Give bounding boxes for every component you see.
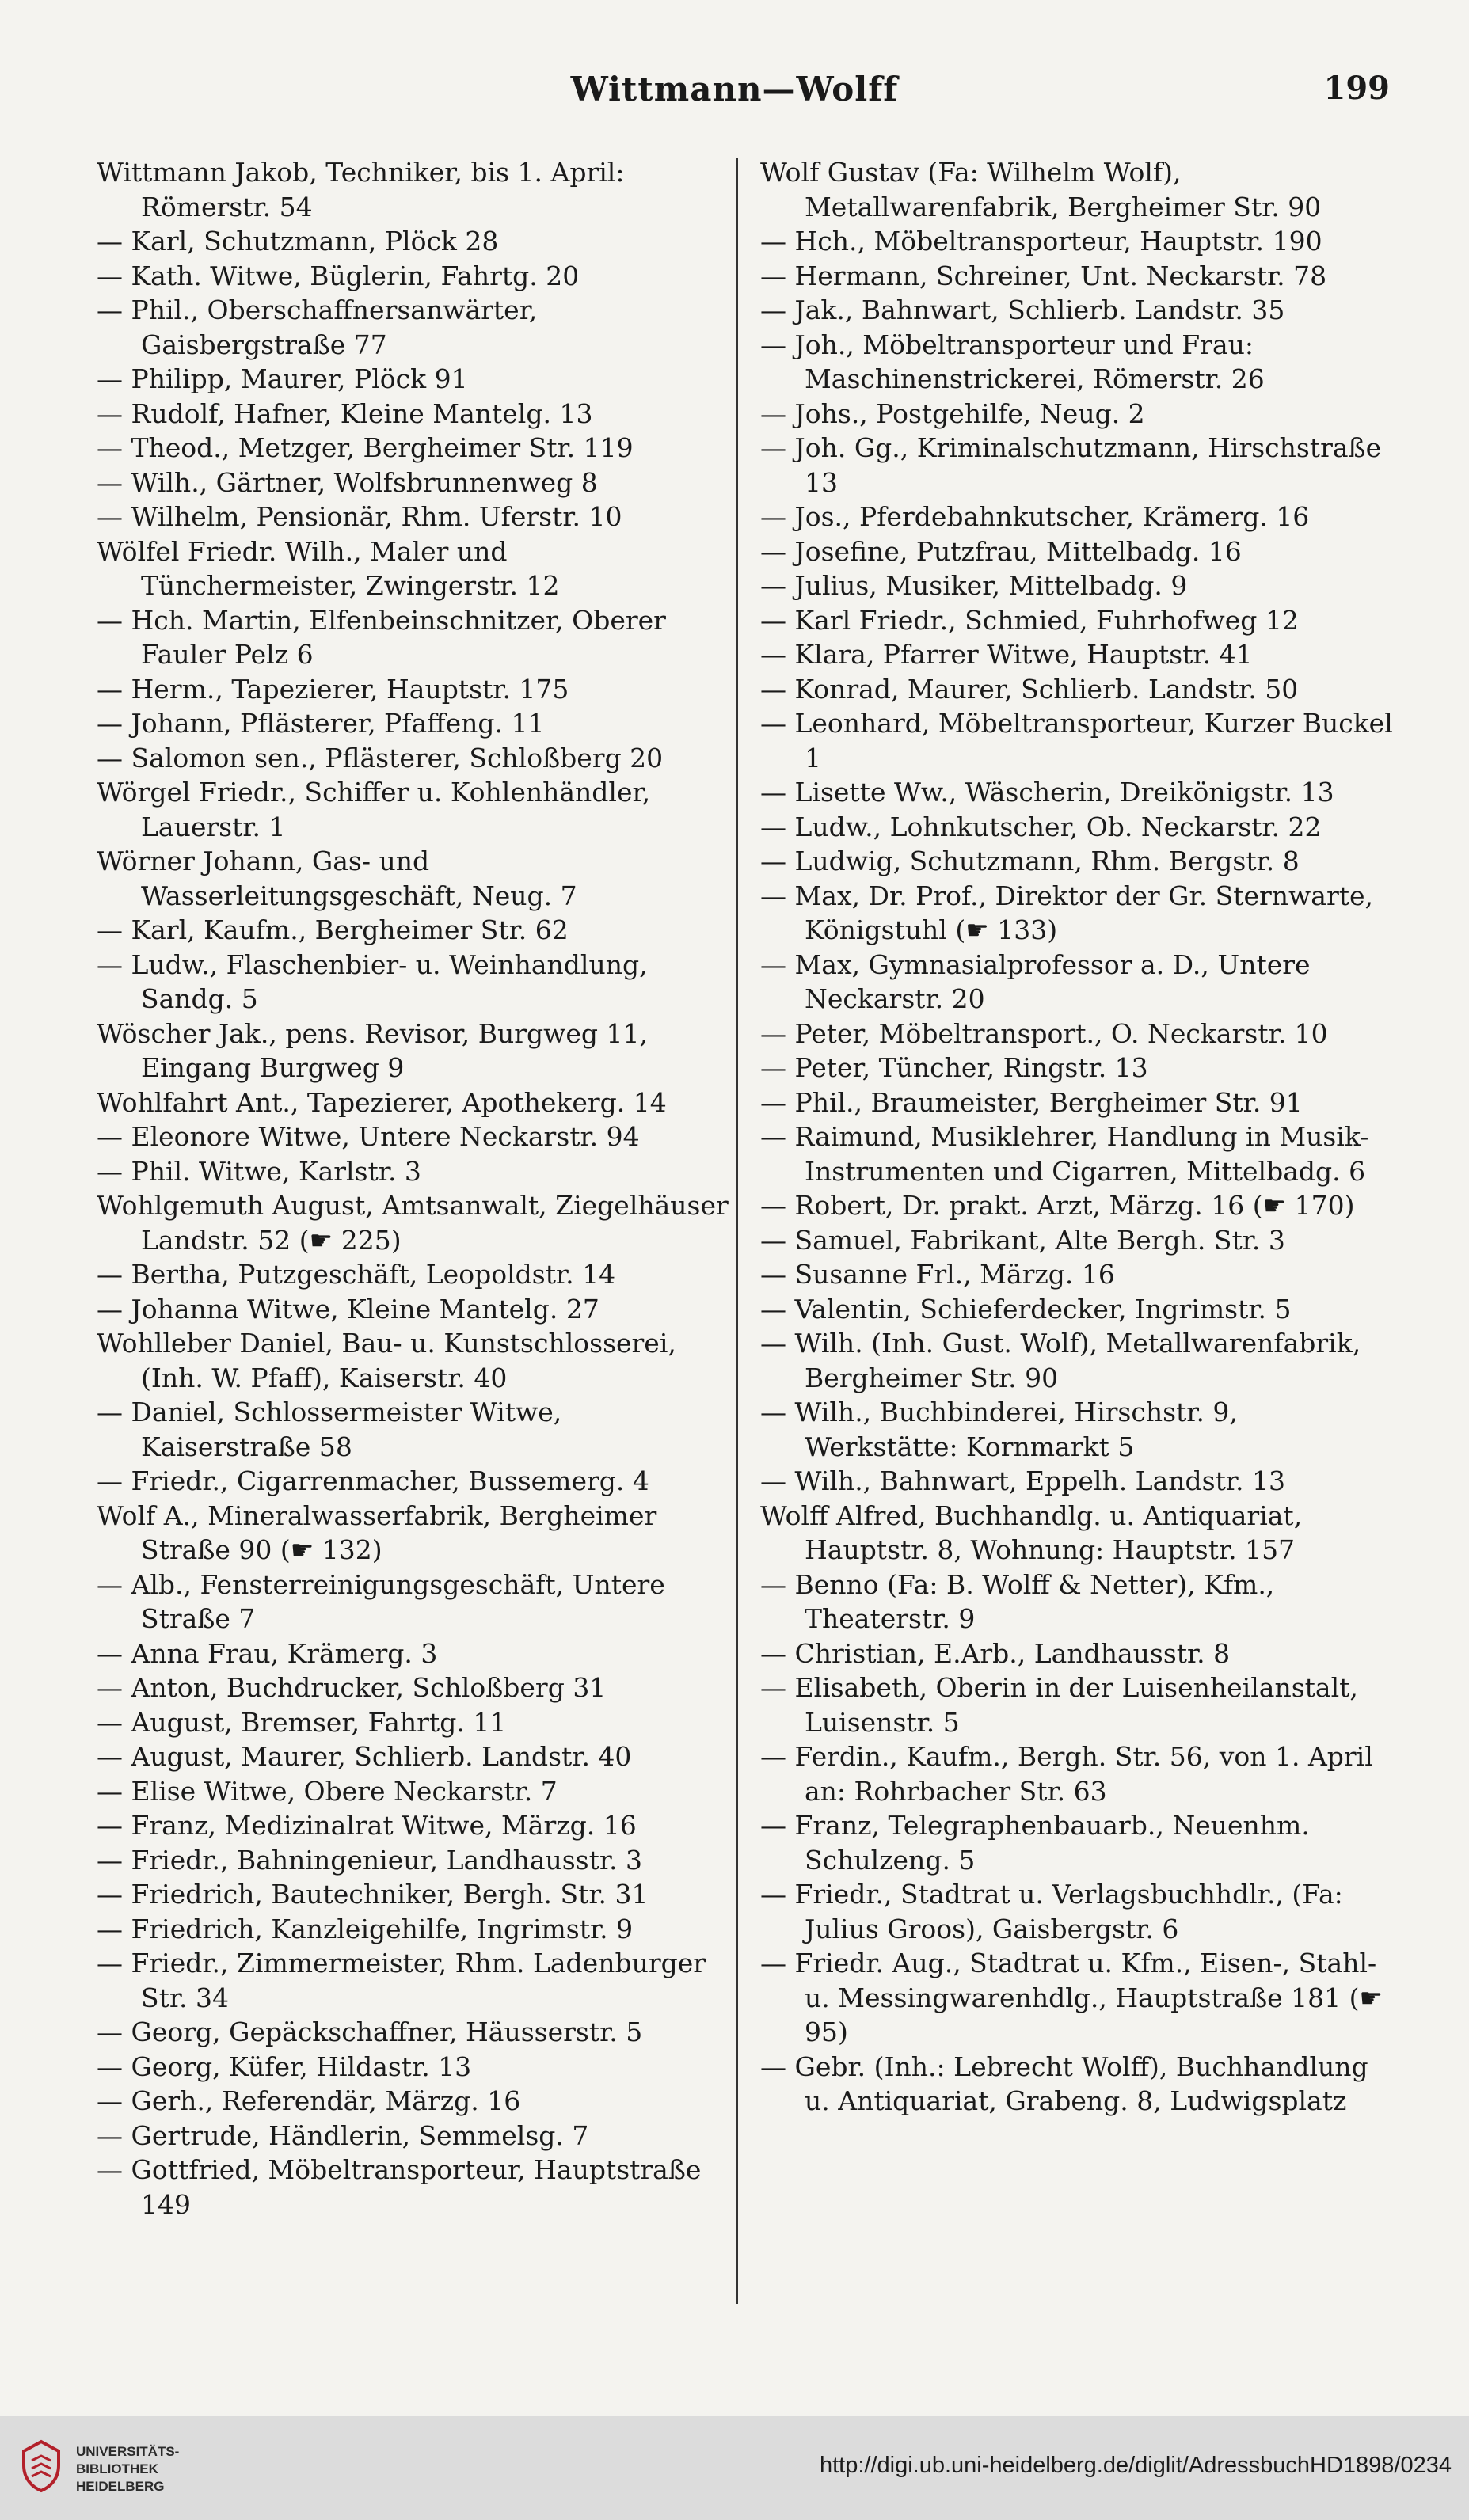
directory-entry: — Gertrude, Händlerin, Semmelsg. 7: [97, 2119, 589, 2151]
directory-entry: — Phil. Witwe, Karlstr. 3: [97, 1155, 421, 1187]
directory-entry: — Elise Witwe, Obere Neckarstr. 7: [97, 1775, 558, 1807]
directory-entry: — Karl, Kaufm., Bergheimer Str. 62: [97, 914, 569, 945]
directory-entry: — Georg, Küfer, Hildastr. 13: [97, 2051, 472, 2082]
right-column: [760, 155, 1394, 2119]
library-logo-icon: [17, 2438, 65, 2494]
directory-entry: — Hch., Möbeltransporteur, Hauptstr. 190: [760, 226, 1322, 257]
page-number: 199: [1323, 70, 1390, 107]
directory-entry: — Theod., Metzger, Bergheimer Str. 119: [97, 432, 634, 463]
directory-entry: — Ludw., Lohnkutscher, Ob. Neckarstr. 22: [760, 811, 1322, 842]
directory-entry: — Philipp, Maurer, Plöck 91: [97, 363, 468, 394]
directory-entry: — Alb., Fensterreinigungsgeschäft, Untere Straße 7: [97, 1568, 665, 1634]
directory-entry: — Josefine, Putzfrau, Mittelbadg. 16: [760, 535, 1242, 567]
directory-entry: — Konrad, Maurer, Schlierb. Landstr. 50: [760, 673, 1299, 705]
source-url-link[interactable]: http://digi.ub.uni-heidelberg.de/diglit/AdressbuchHD1898/0234: [819, 2453, 1452, 2478]
directory-entry: — Peter, Möbeltransport., O. Neckarstr. 10: [760, 1017, 1328, 1049]
directory-entry: — Samuel, Fabrikant, Alte Bergh. Str. 3: [760, 1224, 1285, 1256]
library-name: [76, 2443, 179, 2495]
directory-entry: — Lisette Ww., Wäscherin, Dreikönigstr. 13: [760, 777, 1334, 808]
directory-entry: — Ferdin., Kaufm., Bergh. Str. 56, von 1. April an: Rohrbacher Str. 63: [760, 1741, 1373, 1807]
directory-entry: Wolf Gustav (Fa: Wilhelm Wolf), Metallwarenfabrik, Bergheimer Str. 90: [760, 157, 1322, 222]
directory-entry: — Daniel, Schlossermeister Witwe, Kaiserstraße 58: [97, 1397, 562, 1462]
directory-entry: — Friedr., Cigarrenmacher, Bussemerg. 4: [97, 1465, 649, 1496]
directory-entry: Wohlleber Daniel, Bau- u. Kunstschlosserei, (Inh. W. Pfaff), Kaiserstr. 40: [97, 1328, 676, 1393]
directory-entry: — Johann, Pflästerer, Pfaffeng. 11: [97, 708, 545, 739]
directory-entry: Wörgel Friedr., Schiffer u. Kohlenhändler, Lauerstr. 1: [97, 777, 651, 842]
directory-entry: — Friedr., Zimmermeister, Rhm. Ladenburger Str. 34: [97, 1948, 706, 2013]
running-title: Wittmann—Wolff: [570, 70, 899, 108]
directory-entry: — Max, Gymnasialprofessor a. D., Untere Neckarstr. 20: [760, 948, 1311, 1014]
directory-entry: Wolf A., Mineralwasserfabrik, Bergheimer Straße 90 (☛ 132): [97, 1499, 657, 1565]
directory-entry: — Jos., Pferdebahnkutscher, Krämerg. 16: [760, 501, 1310, 532]
directory-entry: — Karl Friedr., Schmied, Fuhrhofweg 12: [760, 604, 1299, 636]
directory-entry: — Christian, E.Arb., Landhausstr. 8: [760, 1637, 1231, 1669]
directory-entry: — Friedrich, Bautechniker, Bergh. Str. 31: [97, 1879, 649, 1910]
directory-entry: — Herm., Tapezierer, Hauptstr. 175: [97, 673, 569, 705]
directory-entry: — Friedr., Stadtrat u. Verlagsbuchhdlr., (Fa: Julius Groos), Gaisbergstr. 6: [760, 1879, 1343, 1944]
directory-entry: Wohlgemuth August, Amtsanwalt, Ziegelhäuser Landstr. 52 (☛ 225): [97, 1190, 729, 1256]
directory-entry: — Johs., Postgehilfe, Neug. 2: [760, 397, 1145, 429]
directory-entry: — Friedrich, Kanzleigehilfe, Ingrimstr. 9: [97, 1913, 634, 1944]
directory-entry: Wölfel Friedr. Wilh., Maler und Tünchermeister, Zwingerstr. 12: [97, 535, 560, 601]
directory-entry: — Max, Dr. Prof., Direktor der Gr. Sternwarte, Königstuhl (☛ 133): [760, 880, 1374, 945]
directory-entry: — Robert, Dr. prakt. Arzt, Märzg. 16 (☛ 170): [760, 1190, 1355, 1221]
column-divider: [736, 158, 738, 2304]
directory-entry: — Phil., Oberschaffnersanwärter, Gaisbergstraße 77: [97, 295, 538, 360]
directory-entry: — Raimund, Musiklehrer, Handlung in Musik-Instrumenten und Cigarren, Mittelbadg. 6: [760, 1121, 1369, 1187]
directory-entry: — Elisabeth, Oberin in der Luisenheilanstalt, Luisenstr. 5: [760, 1672, 1358, 1738]
directory-entry: — Wilh. (Inh. Gust. Wolf), Metallwarenfabrik, Bergheimer Str. 90: [760, 1328, 1361, 1393]
directory-entry: — Leonhard, Möbeltransporteur, Kurzer Buckel 1: [760, 708, 1393, 773]
directory-entry: — Franz, Telegraphenbauarb., Neuenhm. Schulzeng. 5: [760, 1810, 1310, 1876]
directory-entry: — Rudolf, Hafner, Kleine Mantelg. 13: [97, 397, 593, 429]
directory-entry: — August, Maurer, Schlierb. Landstr. 40: [97, 1741, 632, 1772]
library-name-line: HEIDELBERG: [76, 2479, 165, 2494]
footer-bar: [0, 2416, 1469, 2520]
directory-entry: — Peter, Tüncher, Ringstr. 13: [760, 1052, 1148, 1083]
page-header: [0, 70, 1469, 117]
directory-entry: — Wilh., Gärtner, Wolfsbrunnenweg 8: [97, 466, 598, 498]
directory-entry: — Bertha, Putzgeschäft, Leopoldstr. 14: [97, 1259, 616, 1290]
directory-entry: — Gebr. (Inh.: Lebrecht Wolff), Buchhandlung u. Antiquariat, Grabeng. 8, Ludwigsplatz: [760, 2051, 1368, 2116]
directory-entry: Wöscher Jak., pens. Revisor, Burgweg 11, Eingang Burgweg 9: [97, 1017, 648, 1083]
directory-entry: — Wilh., Bahnwart, Eppelh. Landstr. 13: [760, 1465, 1285, 1496]
directory-entry: Wolff Alfred, Buchhandlg. u. Antiquariat, Hauptstr. 8, Wohnung: Hauptstr. 157: [760, 1499, 1303, 1565]
directory-entry: — Friedr. Aug., Stadtrat u. Kfm., Eisen-, Stahl- u. Messingwarenhdlg., Hauptstraße 181 (☛ 95): [760, 1948, 1383, 2047]
directory-entry: Wittmann Jakob, Techniker, bis 1. April: Römerstr. 54: [97, 157, 625, 222]
directory-entry: — Joh. Gg., Kriminalschutzmann, Hirschstraße 13: [760, 432, 1382, 498]
directory-entry: — Valentin, Schieferdecker, Ingrimstr. 5: [760, 1293, 1292, 1325]
directory-entry: — Wilh., Buchbinderei, Hirschstr. 9, Werkstätte: Kornmarkt 5: [760, 1397, 1238, 1462]
directory-entry: — Georg, Gepäckschaffner, Häusserstr. 5: [97, 2016, 643, 2047]
directory-entry: — Friedr., Bahningenieur, Landhausstr. 3: [97, 1844, 643, 1876]
directory-entry: — Hermann, Schreiner, Unt. Neckarstr. 78: [760, 260, 1327, 291]
directory-entry: — Ludwig, Schutzmann, Rhm. Bergstr. 8: [760, 846, 1300, 876]
directory-entry: — Ludw., Flaschenbier- u. Weinhandlung, Sandg. 5: [97, 948, 648, 1014]
directory-entry: — August, Bremser, Fahrtg. 11: [97, 1706, 507, 1738]
directory-entry: — Anna Frau, Krämerg. 3: [97, 1637, 438, 1669]
directory-entry: — Wilhelm, Pensionär, Rhm. Uferstr. 10: [97, 501, 622, 532]
directory-entry: — Johanna Witwe, Kleine Mantelg. 27: [97, 1293, 599, 1325]
directory-entry: — Salomon sen., Pflästerer, Schloßberg 20: [97, 742, 664, 773]
left-column: [97, 155, 730, 2222]
directory-entry: — Gottfried, Möbeltransporteur, Hauptstraße 149: [97, 2154, 702, 2220]
directory-entry: Wohlfahrt Ant., Tapezierer, Apothekerg. 14: [97, 1086, 667, 1118]
library-name-line: UNIVERSITÄTS-: [76, 2444, 180, 2459]
directory-entry: — Jak., Bahnwart, Schlierb. Landstr. 35: [760, 295, 1285, 325]
directory-entry: — Hch. Martin, Elfenbeinschnitzer, Oberer Fauler Pelz 6: [97, 604, 666, 670]
directory-entry: — Franz, Medizinalrat Witwe, Märzg. 16: [97, 1810, 637, 1841]
library-name-line: BIBLIOTHEK: [76, 2461, 158, 2476]
directory-entry: — Anton, Buchdrucker, Schloßberg 31: [97, 1672, 607, 1703]
directory-entry: — Benno (Fa: B. Wolff & Netter), Kfm., Theaterstr. 9: [760, 1568, 1275, 1634]
directory-entry: — Eleonore Witwe, Untere Neckarstr. 94: [97, 1121, 640, 1152]
directory-entry: — Julius, Musiker, Mittelbadg. 9: [760, 570, 1188, 601]
directory-entry: — Klara, Pfarrer Witwe, Hauptstr. 41: [760, 639, 1253, 670]
directory-entry: — Kath. Witwe, Büglerin, Fahrtg. 20: [97, 260, 580, 291]
directory-entry: — Phil., Braumeister, Bergheimer Str. 91: [760, 1086, 1303, 1118]
directory-entry: — Susanne Frl., Märzg. 16: [760, 1259, 1115, 1290]
directory-entry: Wörner Johann, Gas- und Wasserleitungsgeschäft, Neug. 7: [97, 846, 577, 911]
directory-entry: — Gerh., Referendär, Märzg. 16: [97, 2085, 521, 2116]
directory-entry: — Joh., Möbeltransporteur und Frau: Maschinenstrickerei, Römerstr. 26: [760, 329, 1265, 394]
directory-entry: — Karl, Schutzmann, Plöck 28: [97, 226, 499, 257]
